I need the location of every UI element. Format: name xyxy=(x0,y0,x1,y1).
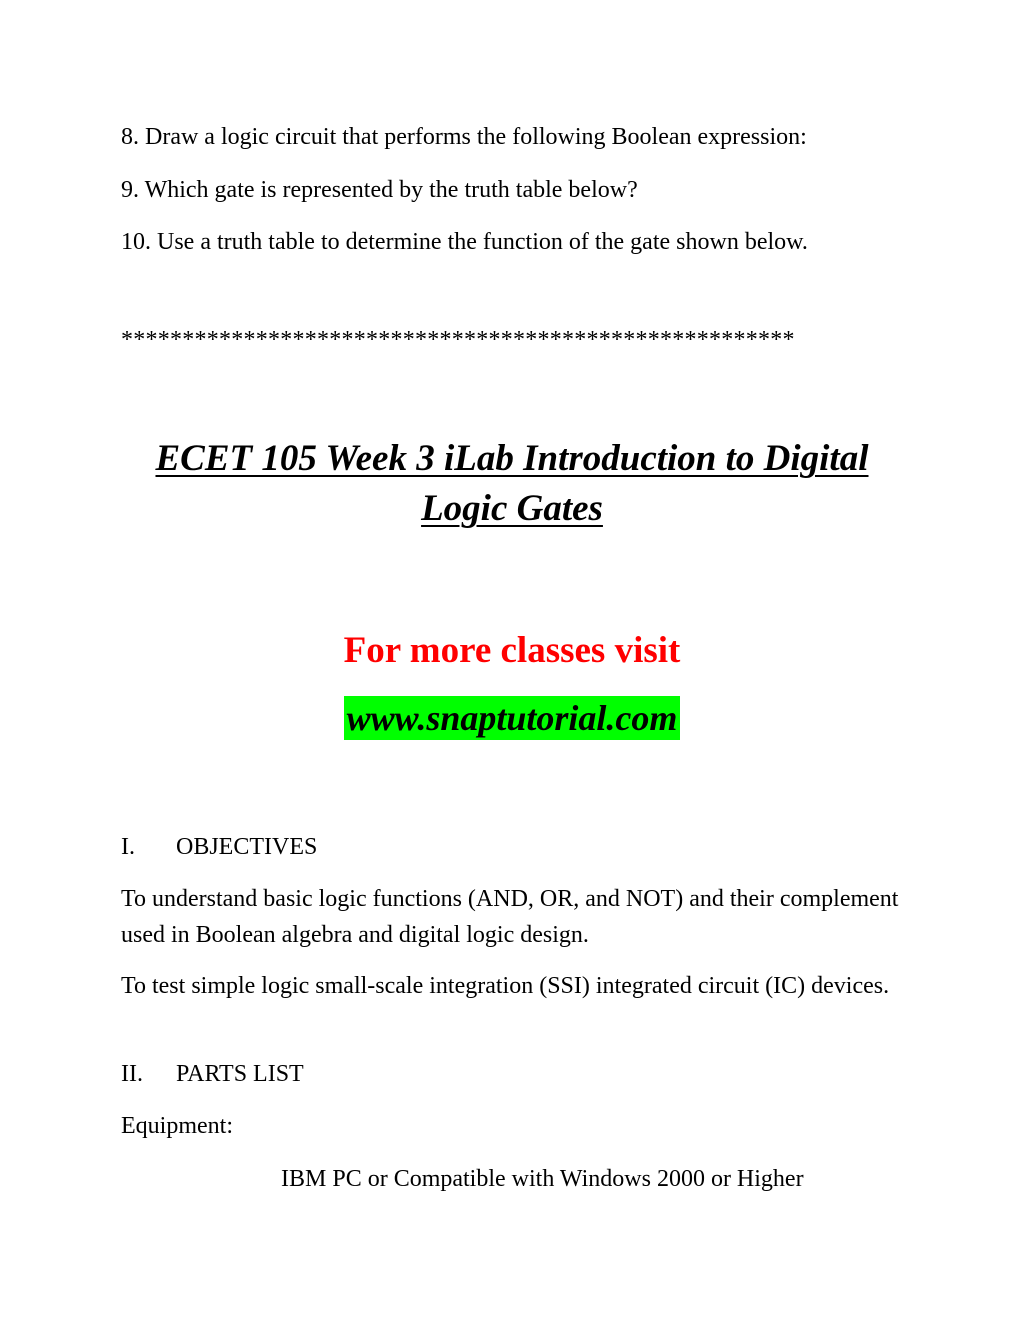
promo-text: For more classes visit xyxy=(343,630,681,671)
question-8: 8. Draw a logic circuit that performs the following Boolean expression: xyxy=(121,124,807,150)
document-title-line-2: Logic Gates xyxy=(421,488,603,529)
equipment-label: Equipment: xyxy=(121,1113,233,1139)
section-title: OBJECTIVES xyxy=(176,834,318,860)
document-title-line-1: ECET 105 Week 3 iLab Introduction to Digital xyxy=(155,438,869,479)
objective-paragraph-1: To understand basic logic functions (AND, OR, and NOT) and their complement used in Boolean algebra and digital logic design. xyxy=(121,886,899,948)
section-heading-objectives xyxy=(121,832,317,862)
promo-link-container xyxy=(0,696,1024,740)
question-9: 9. Which gate is represented by the truth table below? xyxy=(121,177,638,203)
separator-line: ******************************************************* xyxy=(121,327,795,353)
website-link[interactable]: www.snaptutorial.com xyxy=(344,696,681,740)
section-heading-parts-list xyxy=(121,1059,304,1089)
objective-paragraph-2: To test simple logic small-scale integration (SSI) integrated circuit (IC) devices. xyxy=(121,973,890,999)
section-title: PARTS LIST xyxy=(176,1061,304,1087)
question-10: 10. Use a truth table to determine the function of the gate shown below. xyxy=(121,229,808,255)
section-number: II. xyxy=(121,1061,143,1087)
equipment-item: IBM PC or Compatible with Windows 2000 or Higher xyxy=(281,1166,804,1192)
section-number: I. xyxy=(121,834,135,860)
